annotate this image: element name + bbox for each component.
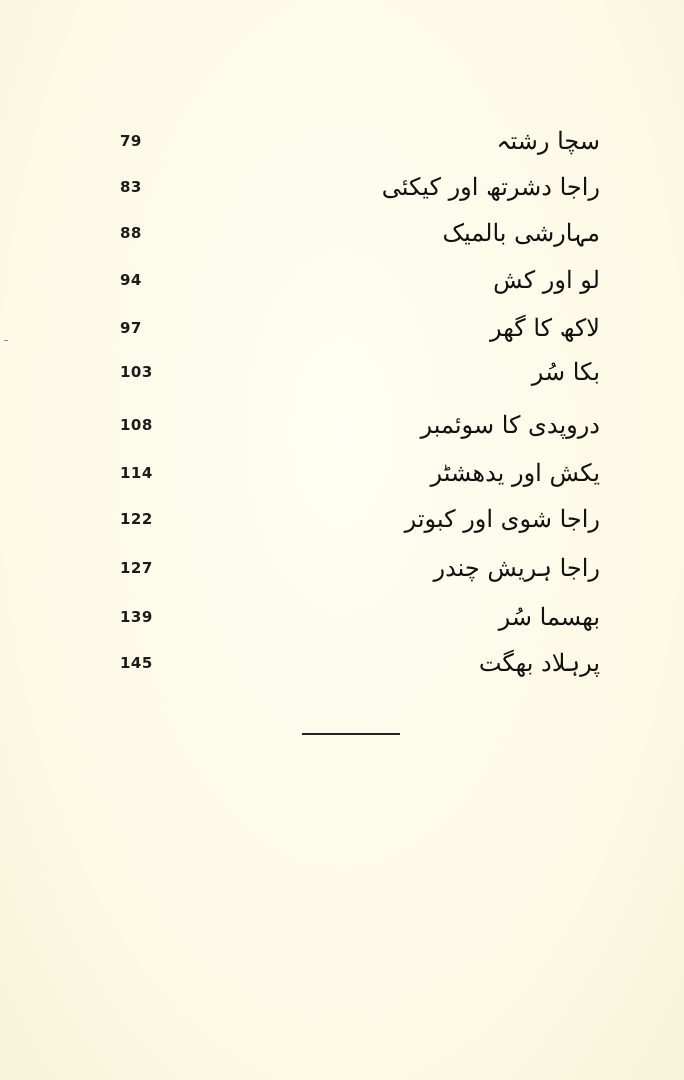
toc-page-number: 145 [120,654,153,672]
toc-entry [120,458,600,498]
toc-entry [120,602,600,642]
toc-title: سچا رشتہ [496,127,600,155]
toc-entry [120,218,600,258]
toc-page-number: 83 [120,178,142,196]
toc-page-number: 79 [120,132,142,150]
toc-page-number: 88 [120,224,142,242]
toc-title: راجا دشرتھ اور کیکئی [381,173,600,201]
toc-page-number: 97 [120,319,142,337]
toc-entry [120,410,600,450]
toc-title: پرہلاد بھگت [478,649,600,677]
toc-page-number: 103 [120,363,153,381]
toc-entry [120,648,600,688]
toc-page-number: 139 [120,608,153,626]
end-divider [302,733,400,735]
toc-title: بھسما سُر [498,603,600,631]
toc-page-number: 94 [120,271,142,289]
toc-entry [120,126,600,166]
toc-title: مہارشی بالمیک [442,219,600,247]
toc-page-number: 127 [120,559,153,577]
toc-entry [120,265,600,305]
toc-title: یکش اور یدھشٹر [430,459,600,487]
toc-page-number: 108 [120,416,153,434]
toc-title: راجا شوی اور کبوتر [404,505,600,533]
toc-entry [120,357,600,397]
toc-entry [120,504,600,544]
toc-title: لو اور کش [493,266,600,294]
toc-entry [120,553,600,593]
toc-title: دروپدی کا سوئمبر [420,411,600,439]
toc-title: بکا سُر [531,358,600,386]
toc-page-number: 114 [120,464,153,482]
toc-title: راجا ہریش چندر [433,554,600,582]
toc-entry [120,172,600,212]
toc-page-number: 122 [120,510,153,528]
toc-title: لاکھ کا گھر [489,314,600,342]
toc-entry [120,313,600,353]
